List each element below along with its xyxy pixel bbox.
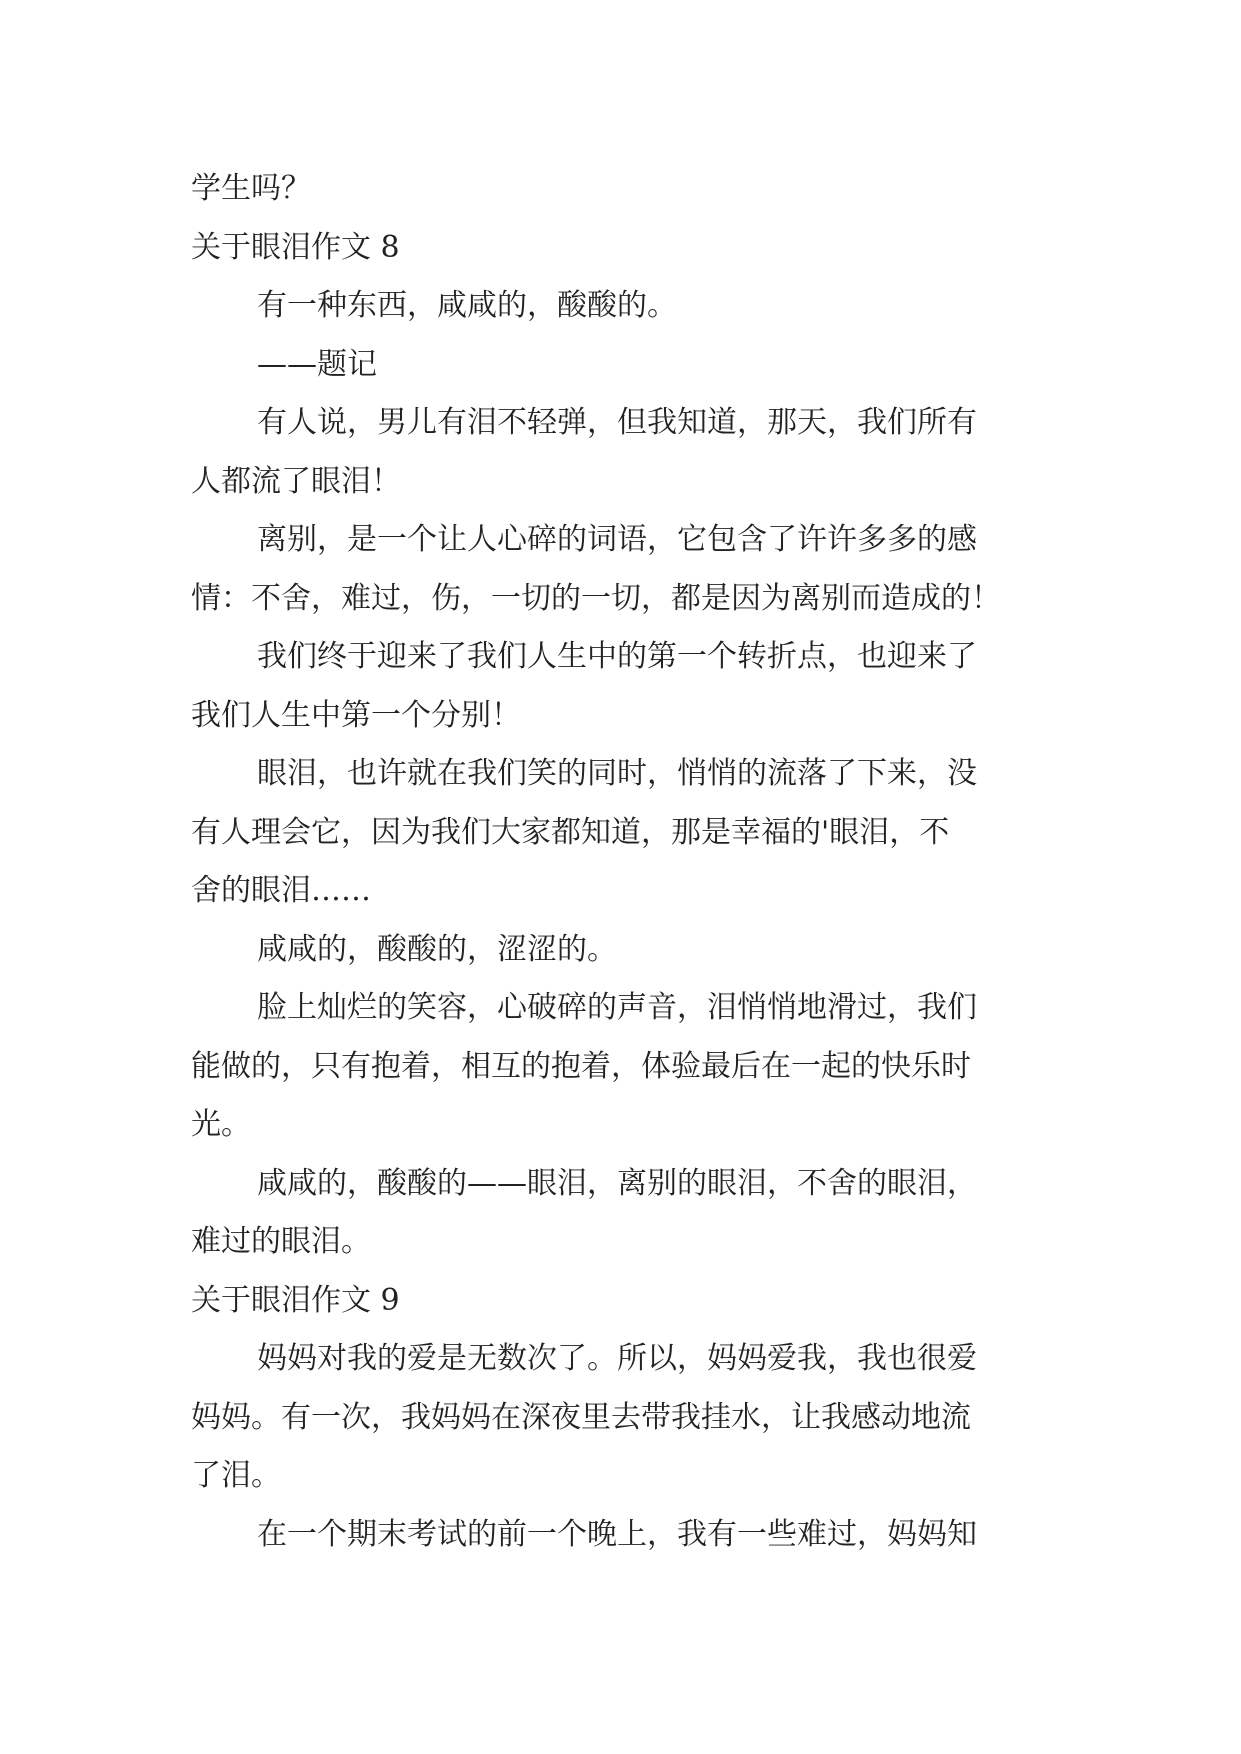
text-line: 光。 [191, 1107, 251, 1142]
paragraph-line: 有人说，男儿有泪不轻弹，但我知道，那天，我们所有 [257, 405, 977, 440]
paragraph-line: 咸咸的，酸酸的——眼泪，离别的眼泪，不舍的眼泪， [257, 1165, 977, 1201]
paragraph-line: 在一个期末考试的前一个晚上，我有一些难过，妈妈知 [257, 1516, 977, 1552]
paragraph-line: 妈妈对我的爱是无数次了。所以，妈妈爱我，我也很爱 [257, 1341, 977, 1376]
section-heading: 关于眼泪作文 8 [191, 229, 400, 265]
text-line: 情：不舍，难过，伤，一切的一切，都是因为离别而造成的！ [191, 580, 1001, 616]
paragraph-line: 我们终于迎来了我们人生中的第一个转折点，也迎来了 [257, 639, 977, 674]
text-line: 人都流了眼泪！ [191, 463, 401, 499]
paragraph-line: 离别，是一个让人心碎的词语，它包含了许许多多的感 [257, 522, 977, 557]
text-line: 学生吗？ [191, 171, 311, 206]
text-line: 我们人生中第一个分别！ [191, 697, 521, 733]
text-line: 有人理会它，因为我们大家都知道，那是幸福的'眼泪，不 [191, 814, 950, 850]
text-line: 能做的，只有抱着，相互的抱着，体验最后在一起的快乐时 [191, 1048, 971, 1084]
paragraph-line: 有一种东西，咸咸的，酸酸的。 [257, 288, 677, 323]
paragraph-line: 咸咸的，酸酸的，涩涩的。 [257, 931, 617, 967]
text-line: 妈妈。有一次，我妈妈在深夜里去带我挂水，让我感动地流 [191, 1399, 971, 1435]
text-line: 难过的眼泪。 [191, 1224, 371, 1259]
epigraph-line: ——题记 [257, 346, 377, 382]
section-heading: 关于眼泪作文 9 [191, 1282, 400, 1318]
paragraph-line: 眼泪，也许就在我们笑的同时，悄悄的流落了下来，没 [257, 756, 977, 791]
text-line: 了泪。 [191, 1458, 281, 1493]
essay-text [191, 160, 1071, 1564]
text-line: 舍的眼泪…… [191, 873, 371, 908]
paragraph-line: 脸上灿烂的笑容，心破碎的声音，泪悄悄地滑过，我们 [257, 990, 977, 1025]
